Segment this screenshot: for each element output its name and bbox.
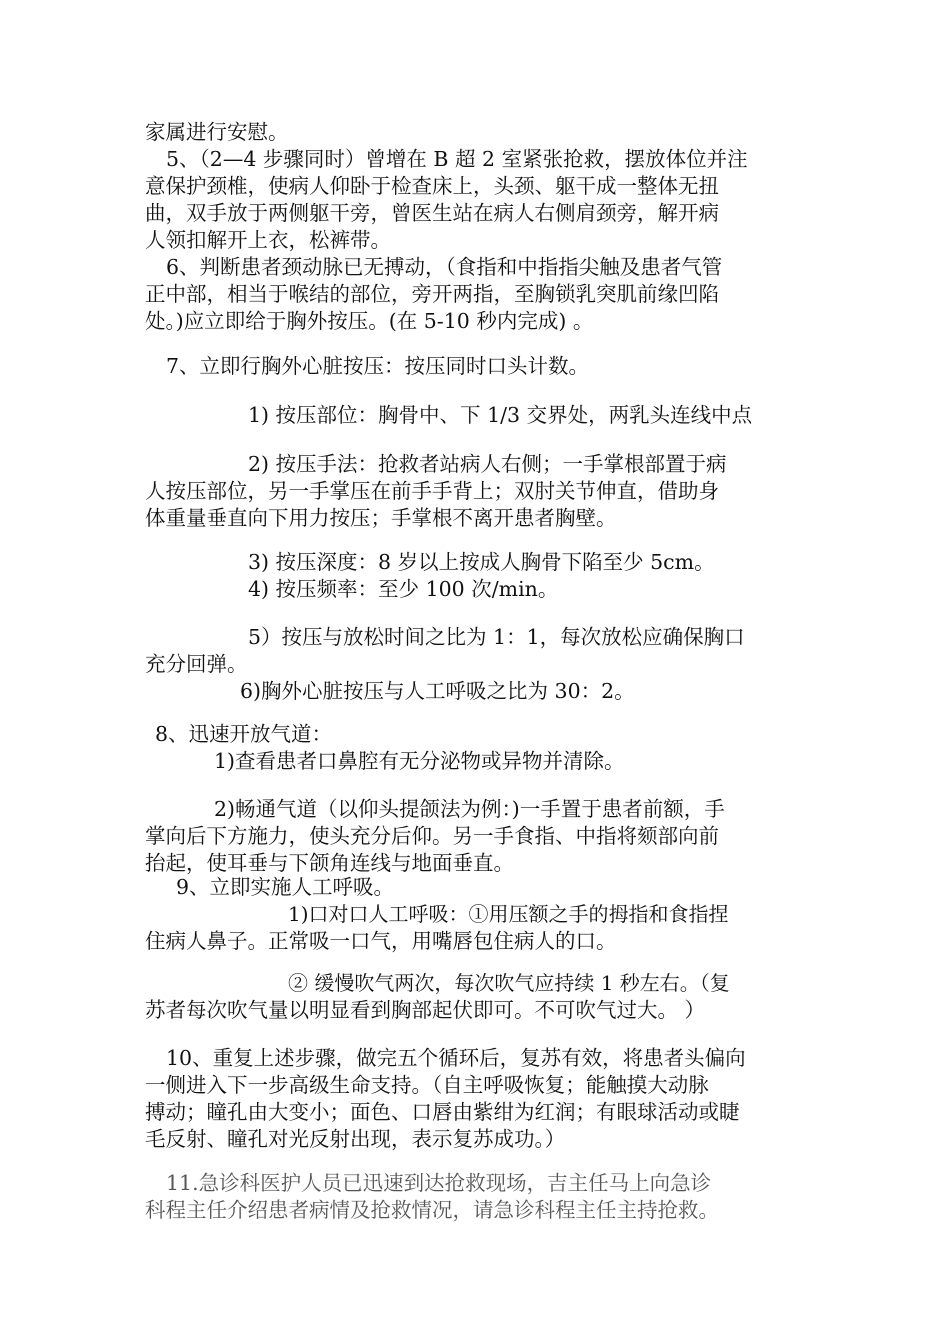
text-line: 10、重复上述步骤，做完五个循环后，复苏有效，将患者头偏向 [166, 1046, 746, 1070]
text-line: 8、迅速开放气道： [155, 722, 333, 746]
text-line: 曲，双手放于两侧躯干旁，曾医生站在病人右侧肩颈旁，解开病 [145, 201, 719, 225]
text-line: 7、立即行胸外心脏按压：按压同时口头计数。 [166, 354, 590, 378]
text-line: 苏者每次吹气量以明显看到胸部起伏即可。不可吹气过大。 ） [145, 998, 706, 1022]
text-line: 5、（2—4 步骤同时）曾增在 B 超 2 室紧张抢救，摆放体位并注 [166, 147, 748, 171]
text-line: 搏动；瞳孔由大变小；面色、口唇由紫绀为红润；有眼球活动或睫 [145, 1100, 740, 1124]
text-line: 6、判断患者颈动脉已无搏动，（食指和中指指尖触及患者气管 [166, 255, 723, 279]
text-line: 意保护颈椎，使病人仰卧于检查床上，头颈、躯干成一整体无扭 [145, 174, 719, 198]
text-line: 毛反射、瞳孔对光反射出现，表示复苏成功。） [145, 1127, 566, 1151]
text-line: 6)胸外心脏按压与人工呼吸之比为 30：2。 [240, 679, 635, 703]
text-line: 住病人鼻子。正常吸一口气，用嘴唇包住病人的口。 [145, 929, 617, 953]
text-line: 人按压部位，另一手掌压在前手手背上；双肘关节伸直，借助身 [145, 479, 719, 503]
text-line: 家属进行安慰。 [145, 120, 289, 144]
text-line: 人领扣解开上衣，松裤带。 [145, 228, 391, 252]
text-line: 一侧进入下一步高级生命支持。（自主呼吸恢复；能触摸大动脉 [145, 1073, 709, 1097]
text-line: 抬起，使耳垂与下颌角连线与地面垂直。 [145, 851, 514, 875]
text-line: 5）按压与放松时间之比为 1：1，每次放松应确保胸口 [248, 625, 745, 649]
text-line: 11.急诊科医护人员已迅速到达抢救现场，吉主任马上向急诊 [166, 1171, 712, 1195]
text-line: 1)口对口人工呼吸：①用压额之手的拇指和食指捏 [288, 902, 729, 926]
text-line: ② 缓慢吹气两次，每次吹气应持续 1 秒左右。（复 [288, 971, 730, 995]
text-line: 2) 按压手法：抢救者站病人右侧；一手掌根部置于病 [248, 452, 727, 476]
text-line: 1) 按压部位：胸骨中、下 1/3 交界处，两乳头连线中点 [248, 403, 753, 427]
text-line: 9、立即实施人工呼吸。 [176, 875, 395, 899]
text-line: 3) 按压深度：8 岁以上按成人胸骨下陷至少 5cm。 [248, 550, 715, 574]
text-line: 处。)应立即给于胸外按压。(在 5-10 秒内完成) 。 [145, 309, 594, 333]
text-line: 掌向后下方施力，使头充分后仰。另一手食指、中指将颏部向前 [145, 824, 719, 848]
text-line: 体重量垂直向下用力按压；手掌根不离开患者胸壁。 [145, 506, 617, 530]
text-line: 4) 按压频率：至少 100 次/min。 [248, 577, 559, 601]
text-line: 2)畅通气道（以仰头提颌法为例：)一手置于患者前额，手 [214, 797, 725, 821]
text-line: 1)查看患者口鼻腔有无分泌物或异物并清除。 [214, 749, 625, 773]
text-line: 充分回弹。 [145, 652, 248, 676]
text-line: 科程主任介绍患者病情及抢救情况，请急诊科程主任主持抢救。 [145, 1198, 719, 1222]
text-line: 正中部，相当于喉结的部位，旁开两指，至胸锁乳突肌前缘凹陷 [145, 282, 719, 306]
